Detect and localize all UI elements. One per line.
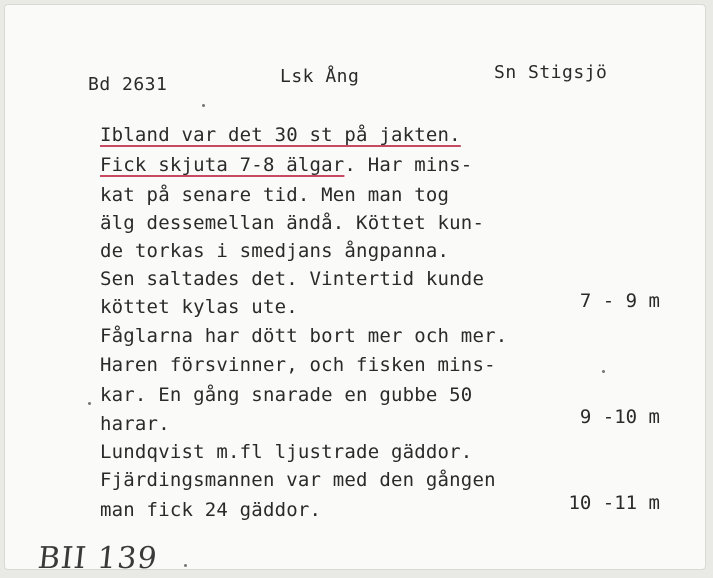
archive-reference: Bd 2631 xyxy=(88,74,168,95)
parish-label: Sn Stigsjö xyxy=(494,62,608,83)
text-line-8: Fåglarna har dött bort mer och mer. xyxy=(100,325,508,347)
range-label-1: 7 - 9 m xyxy=(579,290,660,312)
ink-speck xyxy=(602,370,605,373)
text-line-7: köttet kylas ute. xyxy=(100,296,298,318)
range-label-3: 10 -11 m xyxy=(568,492,660,514)
ink-speck xyxy=(88,402,91,405)
text-line-14: man fick 24 gäddor. xyxy=(100,499,322,521)
handwritten-signature: BII 139 xyxy=(36,541,160,576)
text-line-1: Ibland var det 30 st på jakten. xyxy=(100,124,461,146)
text-line-4: älg dessemellan ändå. Köttet kun- xyxy=(100,212,485,234)
text-line-3: kat på senare tid. Men man tog xyxy=(100,184,450,206)
ink-speck xyxy=(202,104,205,107)
district-label: Lsk Ång xyxy=(280,66,360,87)
text-line-13: Fjärdingsmannen var med den gången xyxy=(100,469,496,491)
text-line-9: Haren försvinner, och fisken mins- xyxy=(100,354,496,376)
text-line-2-rest: . Har mins- xyxy=(344,154,473,176)
ink-speck xyxy=(184,564,187,567)
text-line-10: kar. En gång snarade en gubbe 50 xyxy=(100,384,473,406)
text-line-5: de torkas i smedjans ångpanna. xyxy=(100,240,450,262)
text-line-12: Lundqvist m.fl ljustrade gäddor. xyxy=(100,441,473,463)
text-line-2-underlined: Fick skjuta 7-8 älgar xyxy=(100,154,345,176)
text-line-6: Sen saltades det. Vintertid kunde xyxy=(100,268,485,290)
index-card xyxy=(4,4,706,576)
range-label-2: 9 -10 m xyxy=(579,406,660,428)
text-line-2 xyxy=(100,154,472,176)
text-line-11: harar. xyxy=(100,413,170,435)
